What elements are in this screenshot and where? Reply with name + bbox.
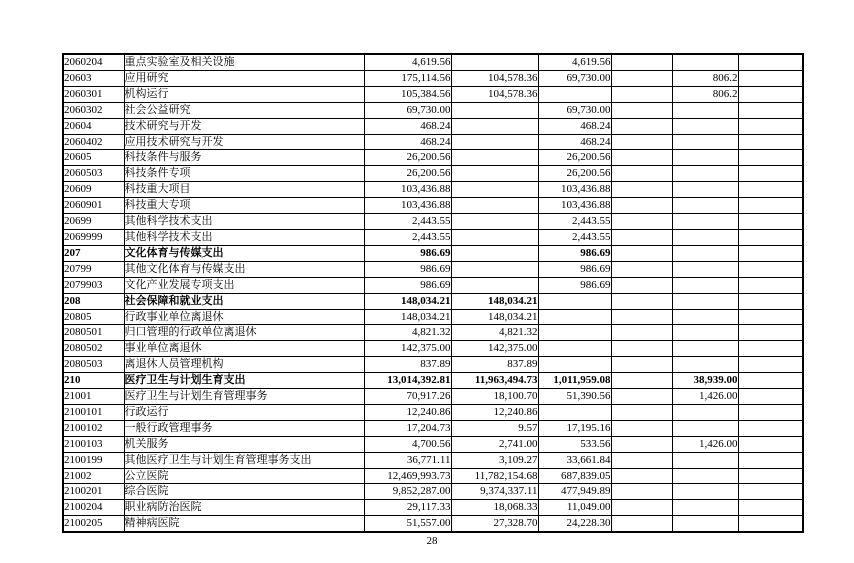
cell-c6 — [611, 325, 672, 341]
cell-code: 2100199 — [63, 452, 124, 468]
cell-c8 — [738, 373, 803, 389]
cell-c5: 103,436.88 — [538, 198, 611, 214]
cell-c8 — [738, 150, 803, 166]
cell-c8 — [738, 500, 803, 516]
cell-code: 2100201 — [63, 484, 124, 500]
cell-c6 — [611, 261, 672, 277]
cell-desc: 科技重大项目 — [124, 182, 364, 198]
cell-c3: 175,114.56 — [364, 70, 451, 86]
cell-c4 — [451, 166, 538, 182]
cell-c7 — [672, 134, 738, 150]
cell-desc: 医疗卫生与计划生育管理事务 — [124, 389, 364, 405]
cell-code: 2060901 — [63, 198, 124, 214]
cell-c8 — [738, 452, 803, 468]
table-row — [63, 452, 803, 468]
cell-code: 2060503 — [63, 166, 124, 182]
cell-c4: 104,578.36 — [451, 86, 538, 102]
cell-c4: 148,034.21 — [451, 293, 538, 309]
cell-desc: 科技重大专项 — [124, 198, 364, 214]
cell-c6 — [611, 166, 672, 182]
table-row — [63, 500, 803, 516]
cell-c7 — [672, 166, 738, 182]
cell-c8 — [738, 198, 803, 214]
table-row — [63, 420, 803, 436]
cell-desc: 文化产业发展专项支出 — [124, 277, 364, 293]
cell-c8 — [738, 436, 803, 452]
cell-c8 — [738, 325, 803, 341]
cell-c7 — [672, 357, 738, 373]
cell-desc: 其他文化体育与传媒支出 — [124, 261, 364, 277]
cell-c3: 142,375.00 — [364, 341, 451, 357]
cell-desc: 重点实验室及相关设施 — [124, 54, 364, 70]
cell-c3: 12,240.86 — [364, 404, 451, 420]
cell-c6 — [611, 277, 672, 293]
cell-c8 — [738, 182, 803, 198]
cell-c6 — [611, 245, 672, 261]
cell-c3: 105,384.56 — [364, 86, 451, 102]
cell-c6 — [611, 198, 672, 214]
cell-c7 — [672, 198, 738, 214]
cell-c4 — [451, 198, 538, 214]
cell-c5: 2,443.55 — [538, 229, 611, 245]
cell-c7 — [672, 54, 738, 70]
cell-c7: 806.2 — [672, 70, 738, 86]
cell-c8 — [738, 229, 803, 245]
cell-c3: 986.69 — [364, 245, 451, 261]
table-row — [63, 166, 803, 182]
cell-code: 210 — [63, 373, 124, 389]
cell-c5: 533.56 — [538, 436, 611, 452]
cell-c3: 29,117.33 — [364, 500, 451, 516]
cell-desc: 综合医院 — [124, 484, 364, 500]
cell-desc: 社会保障和就业支出 — [124, 293, 364, 309]
cell-c3: 986.69 — [364, 277, 451, 293]
cell-code: 20605 — [63, 150, 124, 166]
cell-c5: 986.69 — [538, 277, 611, 293]
cell-c3: 148,034.21 — [364, 293, 451, 309]
table-row — [63, 516, 803, 532]
cell-desc: 离退休人员管理机构 — [124, 357, 364, 373]
cell-c4 — [451, 182, 538, 198]
cell-code: 20609 — [63, 182, 124, 198]
cell-desc: 应用研究 — [124, 70, 364, 86]
cell-c4: 837.89 — [451, 357, 538, 373]
cell-c8 — [738, 245, 803, 261]
cell-c3: 837.89 — [364, 357, 451, 373]
cell-c8 — [738, 102, 803, 118]
cell-c3: 26,200.56 — [364, 150, 451, 166]
cell-c7 — [672, 325, 738, 341]
cell-c5 — [538, 357, 611, 373]
table-row — [63, 214, 803, 230]
cell-c3: 69,730.00 — [364, 102, 451, 118]
cell-c7 — [672, 261, 738, 277]
cell-c3: 468.24 — [364, 118, 451, 134]
cell-c8 — [738, 484, 803, 500]
cell-code: 2100102 — [63, 420, 124, 436]
cell-desc: 行政事业单位离退休 — [124, 309, 364, 325]
cell-c5 — [538, 404, 611, 420]
cell-c8 — [738, 357, 803, 373]
table-row — [63, 436, 803, 452]
cell-code: 2060402 — [63, 134, 124, 150]
cell-code: 20603 — [63, 70, 124, 86]
cell-c4: 27,328.70 — [451, 516, 538, 532]
table-row — [63, 150, 803, 166]
cell-c7: 38,939.00 — [672, 373, 738, 389]
table-row — [63, 134, 803, 150]
cell-code: 2080503 — [63, 357, 124, 373]
cell-c5: 4,619.56 — [538, 54, 611, 70]
cell-c8 — [738, 166, 803, 182]
cell-code: 2060204 — [63, 54, 124, 70]
cell-c4 — [451, 150, 538, 166]
cell-desc: 文化体育与传媒支出 — [124, 245, 364, 261]
cell-c6 — [611, 102, 672, 118]
cell-c4: 2,741.00 — [451, 436, 538, 452]
cell-c4: 18,100.70 — [451, 389, 538, 405]
cell-c6 — [611, 357, 672, 373]
cell-c6 — [611, 452, 672, 468]
cell-c5: 468.24 — [538, 118, 611, 134]
cell-desc: 一般行政管理事务 — [124, 420, 364, 436]
cell-c4: 4,821.32 — [451, 325, 538, 341]
cell-c6 — [611, 484, 672, 500]
cell-code: 20805 — [63, 309, 124, 325]
cell-c4 — [451, 277, 538, 293]
cell-c8 — [738, 214, 803, 230]
cell-desc: 社会公益研究 — [124, 102, 364, 118]
cell-c8 — [738, 389, 803, 405]
cell-c8 — [738, 309, 803, 325]
cell-c5: 69,730.00 — [538, 70, 611, 86]
table-row — [63, 182, 803, 198]
cell-desc: 机构运行 — [124, 86, 364, 102]
cell-c7 — [672, 500, 738, 516]
table-row — [63, 309, 803, 325]
table-row — [63, 198, 803, 214]
cell-c4 — [451, 134, 538, 150]
cell-c7 — [672, 404, 738, 420]
cell-desc: 应用技术研究与开发 — [124, 134, 364, 150]
cell-desc: 技术研究与开发 — [124, 118, 364, 134]
cell-c7 — [672, 245, 738, 261]
table-row — [63, 229, 803, 245]
cell-code: 2060301 — [63, 86, 124, 102]
table-row — [63, 341, 803, 357]
cell-c5: 986.69 — [538, 261, 611, 277]
cell-desc: 医疗卫生与计划生育支出 — [124, 373, 364, 389]
cell-c7 — [672, 277, 738, 293]
cell-code: 20604 — [63, 118, 124, 134]
cell-c4 — [451, 214, 538, 230]
cell-c5: 26,200.56 — [538, 166, 611, 182]
cell-c3: 4,700.56 — [364, 436, 451, 452]
cell-c5: 986.69 — [538, 245, 611, 261]
cell-c4: 9,374,337.11 — [451, 484, 538, 500]
cell-c7 — [672, 484, 738, 500]
table-row — [63, 70, 803, 86]
table-row — [63, 245, 803, 261]
cell-c6 — [611, 70, 672, 86]
cell-desc: 事业单位离退休 — [124, 341, 364, 357]
cell-c5 — [538, 325, 611, 341]
cell-c5: 26,200.56 — [538, 150, 611, 166]
cell-desc: 其他医疗卫生与计划生育管理事务支出 — [124, 452, 364, 468]
cell-c5: 477,949.89 — [538, 484, 611, 500]
cell-code: 2079903 — [63, 277, 124, 293]
cell-c8 — [738, 261, 803, 277]
cell-code: 20799 — [63, 261, 124, 277]
cell-c6 — [611, 150, 672, 166]
cell-c3: 468.24 — [364, 134, 451, 150]
table-row — [63, 293, 803, 309]
cell-c3: 2,443.55 — [364, 229, 451, 245]
budget-table-body — [63, 54, 803, 532]
cell-c6 — [611, 516, 672, 532]
cell-code: 21001 — [63, 389, 124, 405]
cell-c6 — [611, 54, 672, 70]
cell-c7: 1,426.00 — [672, 389, 738, 405]
cell-c7 — [672, 452, 738, 468]
cell-desc: 机关服务 — [124, 436, 364, 452]
cell-c5 — [538, 341, 611, 357]
cell-c3: 4,821.32 — [364, 325, 451, 341]
cell-c8 — [738, 277, 803, 293]
cell-c4: 142,375.00 — [451, 341, 538, 357]
cell-c4: 11,963,494.73 — [451, 373, 538, 389]
cell-c3: 36,771.11 — [364, 452, 451, 468]
table-row — [63, 261, 803, 277]
cell-code: 207 — [63, 245, 124, 261]
cell-c6 — [611, 293, 672, 309]
cell-c7 — [672, 293, 738, 309]
table-row — [63, 484, 803, 500]
table-row — [63, 325, 803, 341]
cell-c5: 24,228.30 — [538, 516, 611, 532]
cell-code: 2060302 — [63, 102, 124, 118]
table-row — [63, 118, 803, 134]
cell-c8 — [738, 341, 803, 357]
cell-c5: 11,049.00 — [538, 500, 611, 516]
cell-c7: 1,426.00 — [672, 436, 738, 452]
table-row — [63, 277, 803, 293]
cell-c7 — [672, 516, 738, 532]
cell-c8 — [738, 54, 803, 70]
cell-c6 — [611, 436, 672, 452]
cell-c5 — [538, 309, 611, 325]
table-row — [63, 468, 803, 484]
cell-c8 — [738, 420, 803, 436]
cell-code: 2100101 — [63, 404, 124, 420]
cell-c4: 104,578.36 — [451, 70, 538, 86]
cell-c8 — [738, 468, 803, 484]
cell-c3: 26,200.56 — [364, 166, 451, 182]
table-row — [63, 404, 803, 420]
table-row — [63, 102, 803, 118]
cell-c5: 103,436.88 — [538, 182, 611, 198]
cell-c6 — [611, 404, 672, 420]
cell-c8 — [738, 86, 803, 102]
cell-c6 — [611, 420, 672, 436]
cell-desc: 科技条件与服务 — [124, 150, 364, 166]
cell-c5: 1,011,959.08 — [538, 373, 611, 389]
cell-c5: 468.24 — [538, 134, 611, 150]
cell-c6 — [611, 500, 672, 516]
cell-c8 — [738, 404, 803, 420]
cell-c8 — [738, 118, 803, 134]
cell-c7 — [672, 182, 738, 198]
cell-desc: 其他科学技术支出 — [124, 229, 364, 245]
cell-desc: 公立医院 — [124, 468, 364, 484]
cell-c5: 69,730.00 — [538, 102, 611, 118]
cell-c6 — [611, 341, 672, 357]
cell-c6 — [611, 134, 672, 150]
cell-c4: 148,034.21 — [451, 309, 538, 325]
table-row — [63, 54, 803, 70]
cell-c4: 12,240.86 — [451, 404, 538, 420]
cell-c8 — [738, 516, 803, 532]
cell-c4: 3,109.27 — [451, 452, 538, 468]
cell-c7: 806.2 — [672, 86, 738, 102]
budget-table — [62, 53, 804, 533]
cell-c6 — [611, 373, 672, 389]
table-row — [63, 86, 803, 102]
cell-c7 — [672, 118, 738, 134]
cell-c3: 148,034.21 — [364, 309, 451, 325]
cell-c4 — [451, 118, 538, 134]
cell-c5 — [538, 293, 611, 309]
cell-c7 — [672, 468, 738, 484]
cell-c4: 11,782,154.68 — [451, 468, 538, 484]
cell-c8 — [738, 70, 803, 86]
cell-c3: 9,852,287.00 — [364, 484, 451, 500]
cell-c8 — [738, 134, 803, 150]
cell-c4: 18,068.33 — [451, 500, 538, 516]
cell-c7 — [672, 102, 738, 118]
cell-code: 20699 — [63, 214, 124, 230]
cell-c4: 9.57 — [451, 420, 538, 436]
cell-c3: 13,014,392.81 — [364, 373, 451, 389]
table-row — [63, 357, 803, 373]
cell-desc: 职业病防治医院 — [124, 500, 364, 516]
cell-desc: 其他科学技术支出 — [124, 214, 364, 230]
cell-c5: 51,390.56 — [538, 389, 611, 405]
cell-c8 — [738, 293, 803, 309]
cell-c4 — [451, 54, 538, 70]
cell-c7 — [672, 341, 738, 357]
table-row — [63, 373, 803, 389]
cell-c6 — [611, 389, 672, 405]
cell-c3: 4,619.56 — [364, 54, 451, 70]
cell-c6 — [611, 309, 672, 325]
cell-desc: 归口管理的行政单位离退休 — [124, 325, 364, 341]
cell-c7 — [672, 420, 738, 436]
cell-c6 — [611, 214, 672, 230]
cell-c3: 51,557.00 — [364, 516, 451, 532]
cell-c3: 2,443.55 — [364, 214, 451, 230]
cell-c3: 103,436.88 — [364, 182, 451, 198]
table-row — [63, 389, 803, 405]
cell-code: 2100204 — [63, 500, 124, 516]
cell-code: 2100103 — [63, 436, 124, 452]
cell-c7 — [672, 214, 738, 230]
cell-c3: 70,917.26 — [364, 389, 451, 405]
cell-desc: 精神病医院 — [124, 516, 364, 532]
cell-desc: 科技条件专项 — [124, 166, 364, 182]
cell-code: 208 — [63, 293, 124, 309]
cell-code: 2080501 — [63, 325, 124, 341]
cell-desc: 行政运行 — [124, 404, 364, 420]
cell-c6 — [611, 468, 672, 484]
cell-c6 — [611, 182, 672, 198]
cell-c3: 986.69 — [364, 261, 451, 277]
cell-c4 — [451, 261, 538, 277]
cell-c3: 103,436.88 — [364, 198, 451, 214]
cell-c3: 12,469,993.73 — [364, 468, 451, 484]
cell-c5 — [538, 86, 611, 102]
cell-code: 2100205 — [63, 516, 124, 532]
cell-c4 — [451, 245, 538, 261]
cell-c7 — [672, 309, 738, 325]
cell-c7 — [672, 150, 738, 166]
cell-code: 21002 — [63, 468, 124, 484]
cell-c6 — [611, 86, 672, 102]
cell-c7 — [672, 229, 738, 245]
cell-c6 — [611, 229, 672, 245]
cell-c4 — [451, 102, 538, 118]
cell-code: 2080502 — [63, 341, 124, 357]
cell-c5: 33,661.84 — [538, 452, 611, 468]
cell-code: 2069999 — [63, 229, 124, 245]
cell-c3: 17,204.73 — [364, 420, 451, 436]
cell-c4 — [451, 229, 538, 245]
cell-c6 — [611, 118, 672, 134]
cell-c5: 17,195.16 — [538, 420, 611, 436]
cell-c5: 687,839.05 — [538, 468, 611, 484]
cell-c5: 2,443.55 — [538, 214, 611, 230]
page-number: 28 — [426, 535, 438, 547]
